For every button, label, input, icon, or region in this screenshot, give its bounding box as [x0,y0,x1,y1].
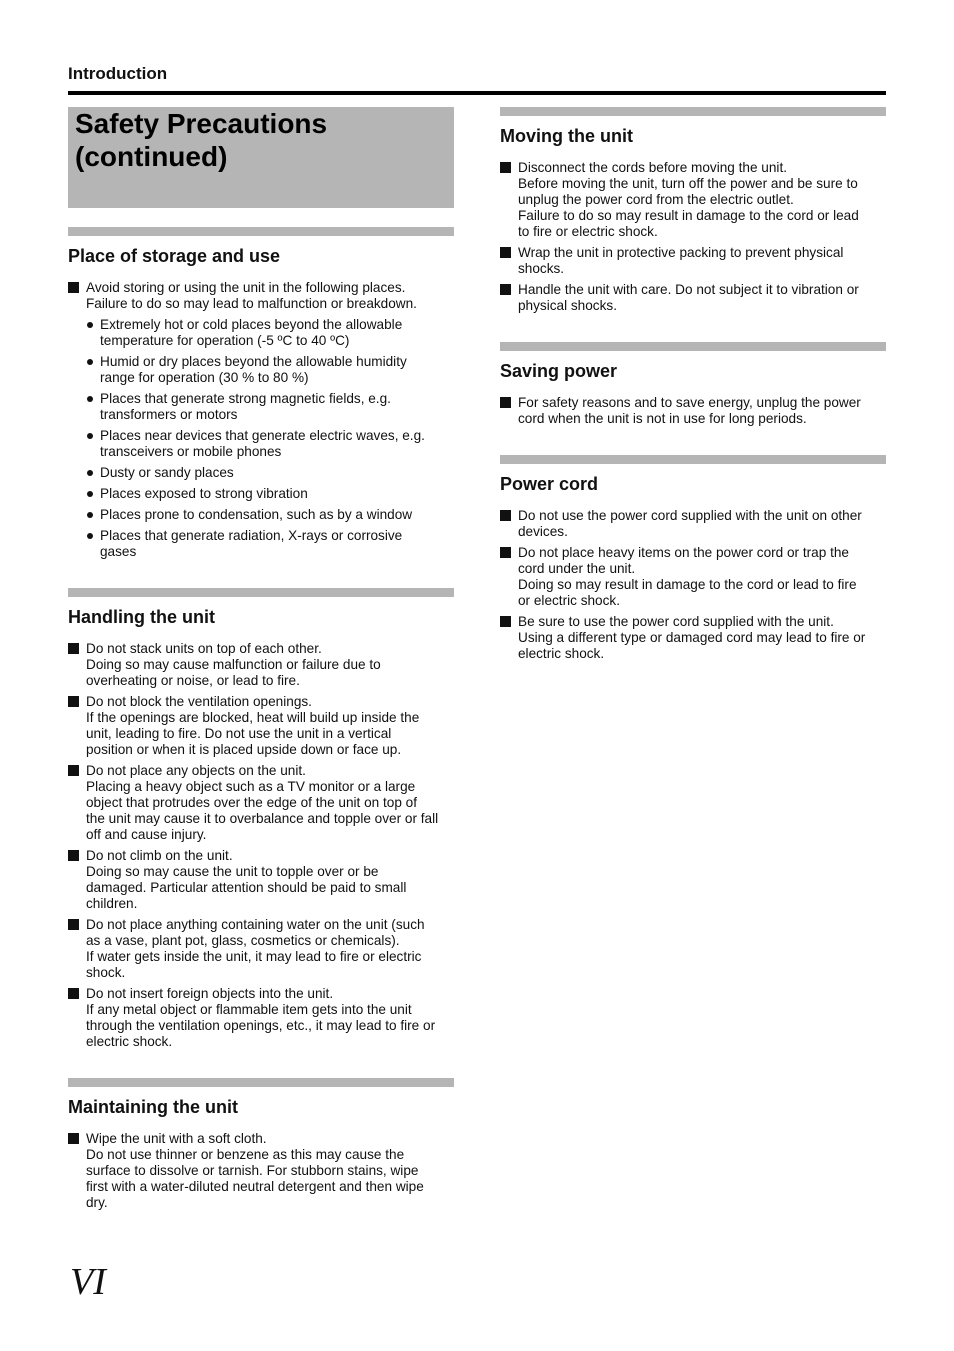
sub-item-text-line: Dusty or sandy places [100,465,234,480]
square-bullet-icon [500,247,511,258]
item-text-line: Do not block the ventilation openings. [86,694,312,709]
header-rule [68,91,886,95]
sub-item-text-line: Places that generate radiation, X-rays or corrosive [100,528,403,543]
sub-item-text-line: transceivers or mobile phones [100,444,282,459]
sub-item-text-line: Extremely hot or cold places beyond the allowable [100,317,403,332]
section [68,227,454,560]
item-text-line: the unit may cause it to overbalance and topple over or fall [86,811,439,826]
sub-item-text-line: transformers or motors [100,407,238,422]
item-text-line: Wipe the unit with a soft cloth. [86,1131,267,1146]
item-text-line: object that protrudes over the edge of the unit on top of [86,795,418,810]
square-bullet-icon [500,397,511,408]
sub-list-item [86,391,454,423]
list-item [500,508,886,540]
section-bar [500,107,886,116]
page-title-line-2: (continued) [75,141,228,172]
square-bullet-icon [500,547,511,558]
list-item [500,282,886,314]
section [500,107,886,314]
item-text-line: Do not place any objects on the unit. [86,763,306,778]
sub-item-text-line: Places near devices that generate electric waves, e.g. [100,428,425,443]
item-text-line: unplug the power cord from the electric outlet. [518,192,794,207]
sub-item-text-line: Humid or dry places beyond the allowable humidity [100,354,407,369]
item-text-line: surface to dissolve or tarnish. For stubborn stains, wipe [86,1163,419,1178]
item-text-line: Do not use the power cord supplied with the unit on other [518,508,862,523]
sub-list-item [86,465,454,481]
round-bullet-icon [87,470,93,476]
sub-item-text-line: temperature for operation (-5 ºC to 40 ºC) [100,333,350,348]
list-item [68,848,454,912]
section-heading: Power cord [500,474,599,494]
item-text-line: If water gets inside the unit, it may lead to fire or electric [86,949,422,964]
item-text-line: cord under the unit. [518,561,636,576]
list-item [68,1131,454,1211]
item-text-line: dry. [86,1195,108,1210]
list-item [68,763,454,843]
item-text-line: For safety reasons and to save energy, unplug the power [518,395,861,410]
item-text-line: through the ventilation openings, etc., it may lead to fire or [86,1018,436,1033]
square-bullet-icon [500,284,511,295]
sub-item-text-line: Places that generate strong magnetic fields, e.g. [100,391,391,406]
round-bullet-icon [87,359,93,365]
item-text-line: cord when the unit is not in use for long periods. [518,411,807,426]
section [500,455,886,662]
item-text-line: Before moving the unit, turn off the power and be sure to [518,176,858,191]
list-item [500,545,886,609]
item-text-line: Wrap the unit in protective packing to prevent physical [518,245,844,260]
item-text-line: Doing so may cause the unit to topple over or be [86,864,379,879]
section [500,342,886,427]
item-text-line: as a vase, plant pot, glass, cosmetics or chemicals). [86,933,400,948]
section-heading: Moving the unit [500,126,633,146]
item-text-line: to fire or electric shock. [518,224,658,239]
item-text-line: devices. [518,524,568,539]
item-text-line: overheating or noise, or lead to fire. [86,673,300,688]
item-text-line: Do not place heavy items on the power cord or trap the [518,545,849,560]
item-text-line: Handle the unit with care. Do not subject it to vibration or [518,282,859,297]
item-text-line: Failure to do so may lead to malfunction or breakdown. [86,296,417,311]
item-text-line: Do not place anything containing water on the unit (such [86,917,425,932]
section-heading: Maintaining the unit [68,1097,238,1117]
square-bullet-icon [500,510,511,521]
square-bullet-icon [68,850,79,861]
item-text-line: Doing so may cause malfunction or failure due to [86,657,381,672]
list-item [68,986,454,1050]
item-text-line: If the openings are blocked, heat will build up inside the [86,710,420,725]
item-text-line: or electric shock. [518,593,620,608]
item-text-line: Do not use thinner or benzene as this may cause the [86,1147,405,1162]
section-bar [68,227,454,236]
square-bullet-icon [500,616,511,627]
sub-item-text-line: gases [100,544,137,559]
item-text-line: first with a water-diluted neutral detergent and then wipe [86,1179,424,1194]
section-bar [68,588,454,597]
item-text-line: Disconnect the cords before moving the unit. [518,160,788,175]
section-heading: Place of storage and use [68,246,281,266]
list-item [500,395,886,427]
list-item [500,245,886,277]
square-bullet-icon [68,696,79,707]
section-bar [500,455,886,464]
square-bullet-icon [68,643,79,654]
section-header: Introduction [68,64,168,83]
list-item [68,641,454,689]
item-text-line: Doing so may result in damage to the cord or lead to fire [518,577,857,592]
round-bullet-icon [87,491,93,497]
square-bullet-icon [68,919,79,930]
item-text-line: off and cause injury. [86,827,207,842]
round-bullet-icon [87,512,93,518]
sub-list-item [86,507,454,523]
page-number: VI [70,1261,106,1303]
list-item [68,694,454,758]
section [68,1078,454,1211]
section-bar [68,1078,454,1087]
sub-list-item [86,528,454,560]
section-heading: Saving power [500,361,618,381]
sub-list-item [86,486,454,502]
item-text-line: physical shocks. [518,298,617,313]
right-column [500,107,886,690]
square-bullet-icon [68,282,79,293]
list-item [68,917,454,981]
round-bullet-icon [87,433,93,439]
item-text-line: Do not climb on the unit. [86,848,233,863]
list-item [500,160,886,240]
item-text-line: children. [86,896,138,911]
section-heading: Handling the unit [68,607,215,627]
section [68,588,454,1050]
item-text-line: Avoid storing or using the unit in the following places. [86,280,406,295]
item-text-line: shocks. [518,261,565,276]
list-item [68,280,454,560]
list-item [500,614,886,662]
sub-list [86,317,454,560]
page-title-line-1: Safety Precautions [75,108,328,139]
item-text-line: electric shock. [86,1034,173,1049]
square-bullet-icon [500,162,511,173]
section-bar [500,342,886,351]
item-text-line: electric shock. [518,646,605,661]
sub-item-text-line: Places prone to condensation, such as by a window [100,507,413,522]
square-bullet-icon [68,988,79,999]
item-text-line: Using a different type or damaged cord may lead to fire or [518,630,866,645]
item-text-line: unit, leading to fire. Do not use the unit in a vertical [86,726,392,741]
item-text-line: Failure to do so may result in damage to the cord or lead [518,208,859,223]
item-text-line: Do not stack units on top of each other. [86,641,322,656]
sub-item-text-line: range for operation (30 % to 80 %) [100,370,309,385]
left-column [68,227,454,1239]
round-bullet-icon [87,533,93,539]
sub-list-item [86,354,454,386]
round-bullet-icon [87,396,93,402]
item-text-line: position or when it is placed upside down or face up. [86,742,402,757]
item-text-line: Placing a heavy object such as a TV monitor or a large [86,779,416,794]
square-bullet-icon [68,765,79,776]
item-text-line: Be sure to use the power cord supplied with the unit. [518,614,834,629]
square-bullet-icon [68,1133,79,1144]
sub-list-item [86,428,454,460]
sub-list-item [86,317,454,349]
sub-item-text-line: Places exposed to strong vibration [100,486,308,501]
item-text-line: If any metal object or flammable item gets into the unit [86,1002,412,1017]
item-text-line: damaged. Particular attention should be paid to small [86,880,407,895]
item-text-line: Do not insert foreign objects into the unit. [86,986,334,1001]
page-title-box [68,107,454,208]
item-text-line: shock. [86,965,126,980]
round-bullet-icon [87,322,93,328]
